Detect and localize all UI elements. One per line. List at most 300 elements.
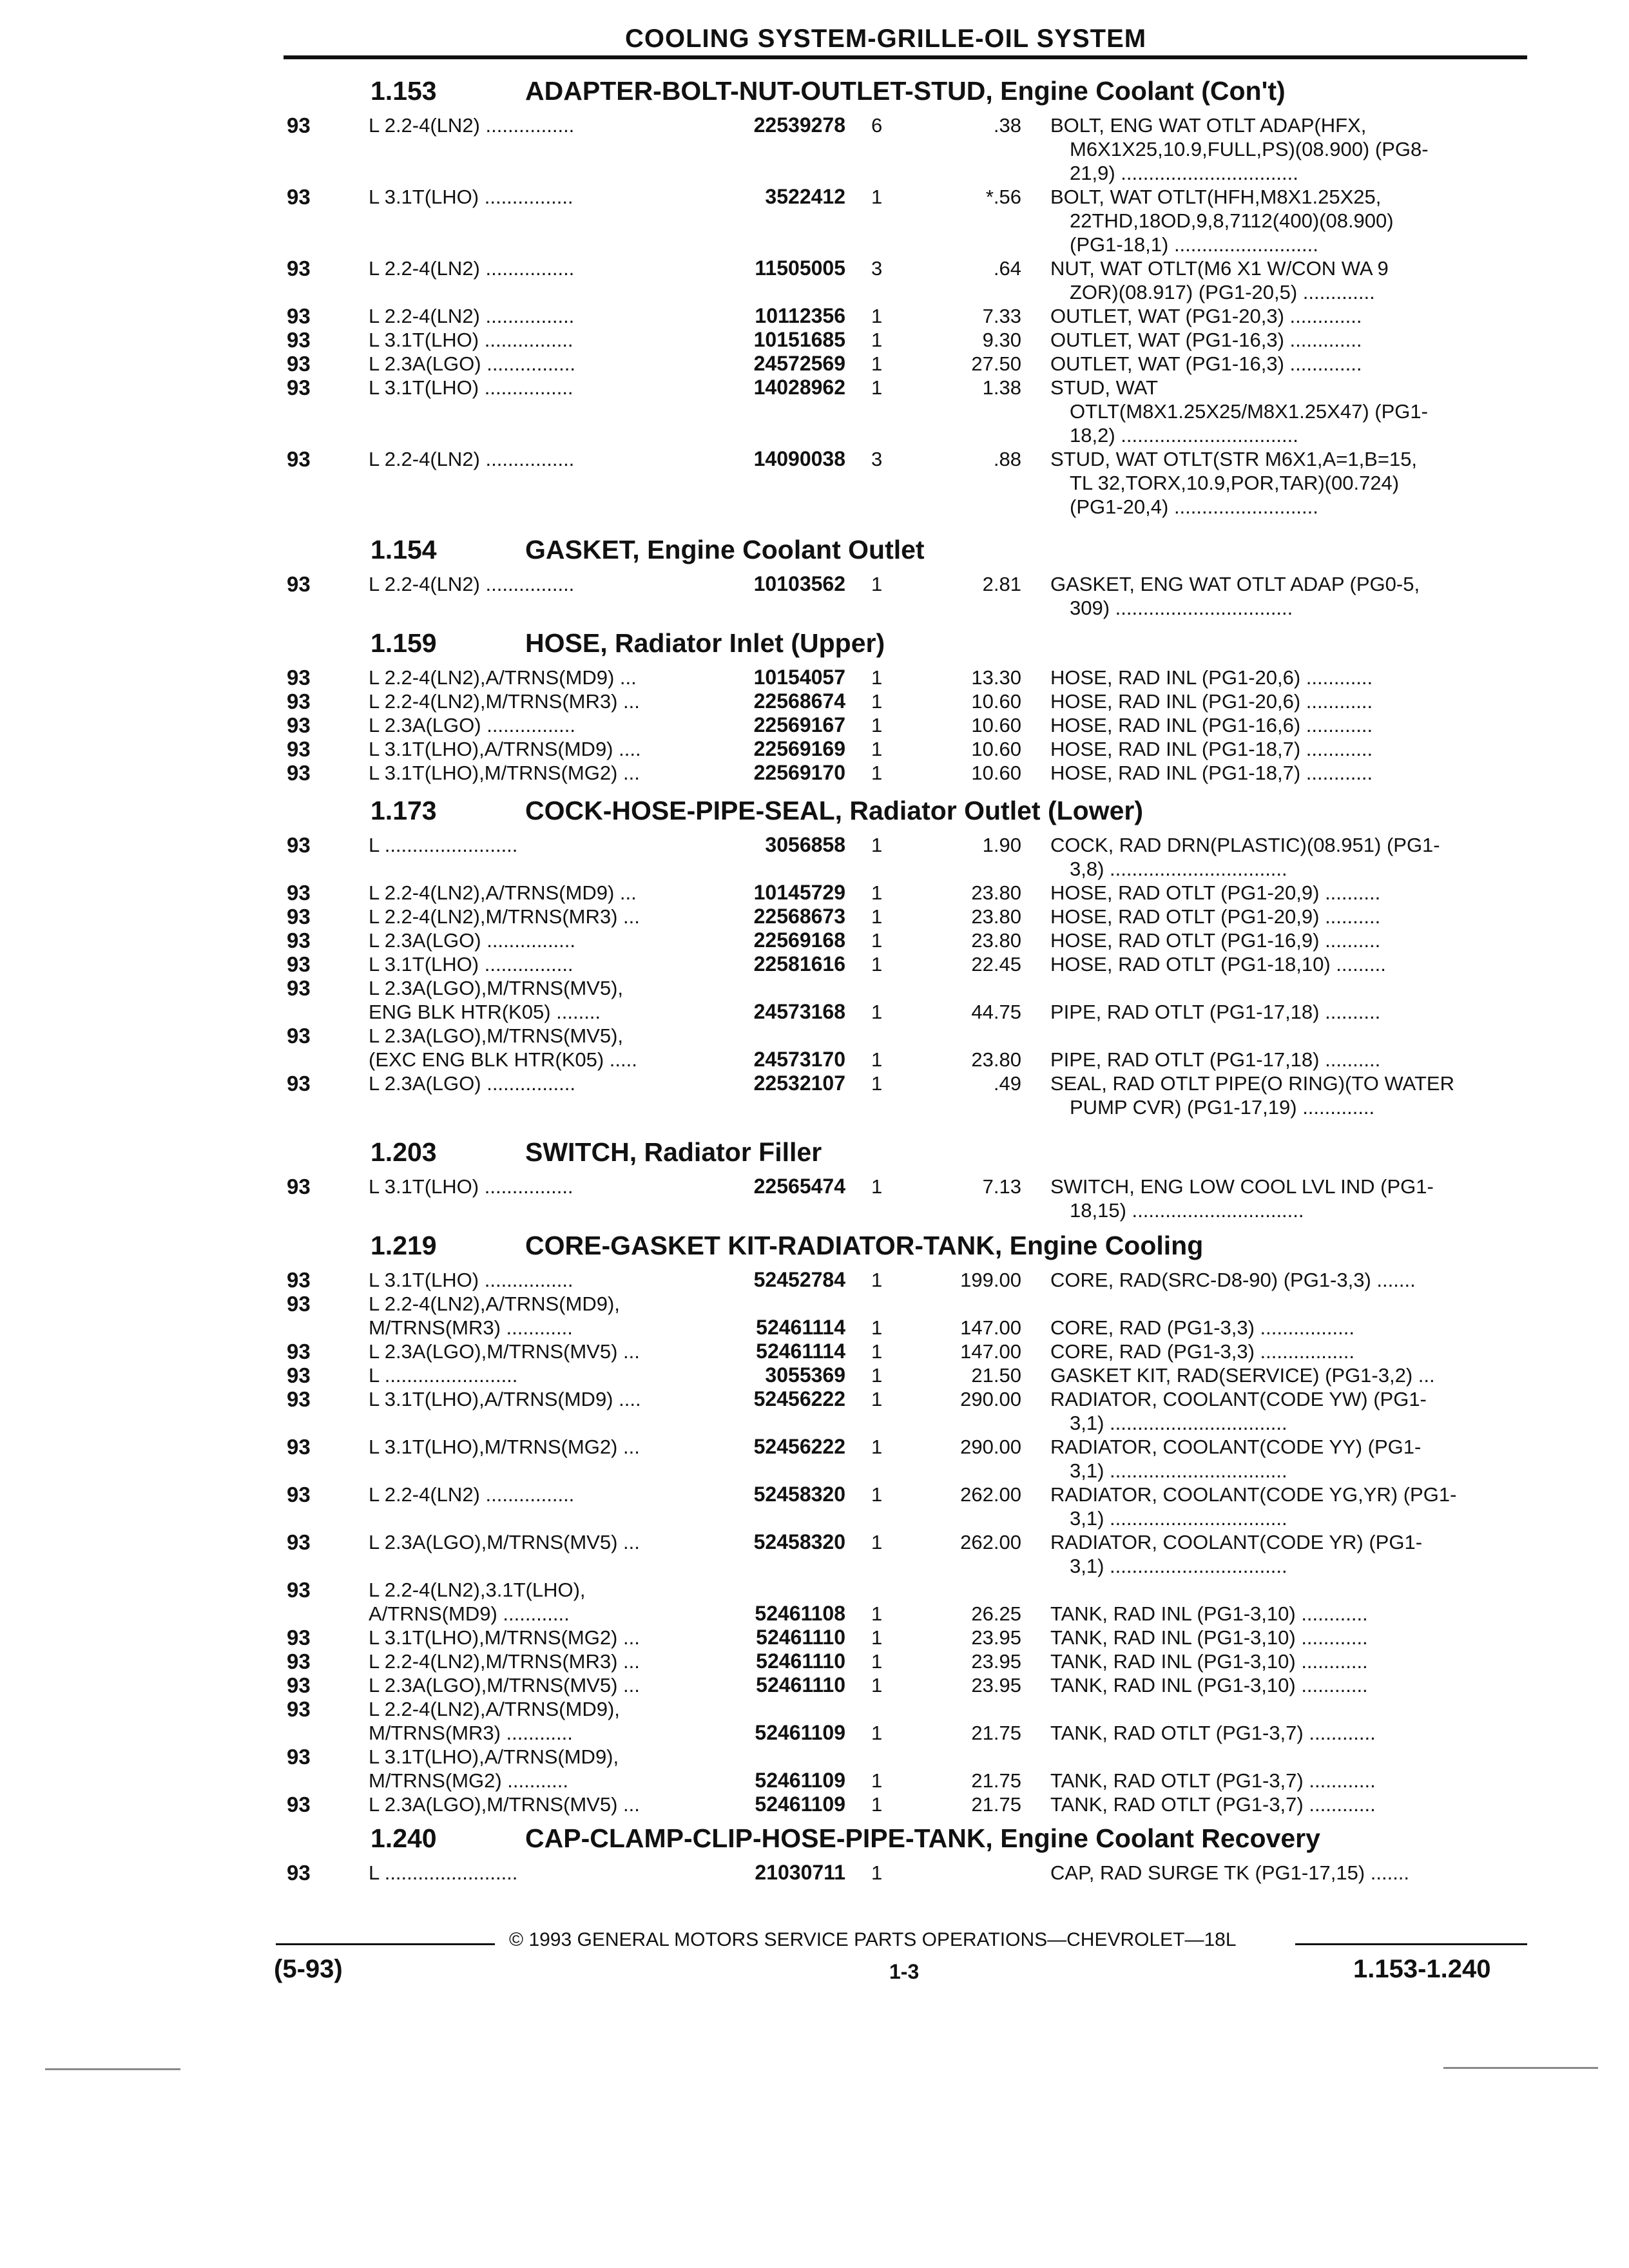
table-row bbox=[0, 113, 1629, 185]
application bbox=[369, 1697, 717, 1745]
description-line: HOSE, RAD INL (PG1-20,6) ............ bbox=[1050, 666, 1373, 689]
part-number: 22565474 bbox=[753, 1175, 845, 1198]
description-line: HOSE, RAD OTLT (PG1-20,9) .......... bbox=[1050, 881, 1381, 904]
table-row bbox=[0, 881, 1629, 905]
table-row bbox=[0, 447, 1629, 519]
description-line: OUTLET, WAT (PG1-16,3) ............. bbox=[1050, 352, 1362, 375]
application bbox=[369, 185, 717, 209]
quantity: 1 bbox=[871, 1483, 883, 1506]
description-line: TANK, RAD INL (PG1-3,10) ............ bbox=[1050, 1650, 1368, 1673]
description bbox=[1050, 1626, 1521, 1649]
application-line: L 3.1T(LHO) ................ bbox=[369, 1175, 574, 1198]
table-row bbox=[0, 1387, 1629, 1435]
quantity: 1 bbox=[871, 714, 883, 736]
quantity: 1 bbox=[871, 1769, 883, 1792]
part-number: 10154057 bbox=[753, 666, 845, 689]
table-row bbox=[0, 1697, 1629, 1745]
description-line: BOLT, ENG WAT OTLT ADAP(HFX, bbox=[1050, 114, 1367, 137]
table-row bbox=[0, 352, 1629, 376]
section-title: ADAPTER-BOLT-NUT-OUTLET-STUD, Engine Coolant (Con't) bbox=[525, 76, 1286, 106]
price: 23.80 bbox=[971, 905, 1021, 928]
quantity: 1 bbox=[871, 834, 883, 856]
application bbox=[369, 1340, 717, 1363]
application-line: L 2.3A(LGO) ................ bbox=[369, 929, 576, 952]
part-number: 3522412 bbox=[765, 185, 845, 208]
description-line: HOSE, RAD OTLT (PG1-18,10) ......... bbox=[1050, 953, 1386, 975]
quantity: 1 bbox=[871, 881, 883, 904]
application-line: L 3.1T(LHO) ................ bbox=[369, 186, 574, 208]
application bbox=[369, 256, 717, 280]
part-number: 22569167 bbox=[753, 713, 845, 736]
part-number: 52461110 bbox=[756, 1673, 845, 1696]
model-year: 93 bbox=[287, 447, 311, 471]
part-number: 10151685 bbox=[753, 328, 845, 351]
description-line: RADIATOR, COOLANT(CODE YR) (PG1- bbox=[1050, 1531, 1423, 1553]
table-row bbox=[0, 1268, 1629, 1292]
application-line: L 2.3A(LGO) ................ bbox=[369, 352, 576, 375]
description-line: TANK, RAD INL (PG1-3,10) ............ bbox=[1050, 1674, 1368, 1696]
description-line: 21,9) ................................ bbox=[1070, 162, 1298, 184]
model-year: 93 bbox=[287, 1268, 311, 1292]
application bbox=[369, 1861, 717, 1885]
model-year: 93 bbox=[287, 113, 311, 137]
table-row bbox=[0, 1861, 1629, 1885]
application-line: L 2.2-4(LN2),3.1T(LHO), bbox=[369, 1579, 586, 1601]
model-year: 93 bbox=[287, 928, 311, 952]
table-row bbox=[0, 572, 1629, 620]
application bbox=[369, 1626, 717, 1649]
description-line: TANK, RAD OTLT (PG1-3,7) ............ bbox=[1050, 1722, 1376, 1744]
section-number: 1.173 bbox=[371, 796, 437, 825]
description bbox=[1050, 1363, 1521, 1387]
description-line: TANK, RAD INL (PG1-3,10) ............ bbox=[1050, 1626, 1368, 1649]
part-number: 3056858 bbox=[765, 833, 845, 856]
footer-date: (5-93) bbox=[274, 1955, 343, 1983]
quantity: 1 bbox=[871, 376, 883, 399]
part-number: 52461109 bbox=[755, 1769, 845, 1792]
application bbox=[369, 352, 717, 376]
model-year: 93 bbox=[287, 833, 311, 857]
quantity: 1 bbox=[871, 905, 883, 928]
description bbox=[1050, 1697, 1521, 1745]
price: .88 bbox=[993, 448, 1021, 470]
model-year: 93 bbox=[287, 1483, 311, 1506]
application bbox=[369, 1649, 717, 1673]
part-number: 22569169 bbox=[753, 737, 845, 760]
price: 1.90 bbox=[982, 834, 1021, 856]
description-line: M6X1X25,10.9,FULL,PS)(08.900) (PG8- bbox=[1070, 138, 1429, 160]
part-number: 22532107 bbox=[753, 1072, 845, 1095]
price: 27.50 bbox=[971, 352, 1021, 375]
section-title: CAP-CLAMP-CLIP-HOSE-PIPE-TANK, Engine Coolant Recovery bbox=[525, 1823, 1320, 1853]
application-line: L 2.3A(LGO),M/TRNS(MV5), bbox=[369, 1024, 624, 1047]
section-heading bbox=[0, 1823, 1629, 1860]
description-line: TANK, RAD INL (PG1-3,10) ............ bbox=[1050, 1602, 1368, 1625]
application bbox=[369, 113, 717, 137]
application-line: L ........................ bbox=[369, 1364, 518, 1387]
description-line bbox=[1050, 1024, 1521, 1048]
application bbox=[369, 1673, 717, 1697]
application-line: L 2.2-4(LN2) ................ bbox=[369, 573, 575, 595]
description-line: 18,2) ................................ bbox=[1070, 424, 1298, 447]
application bbox=[369, 1387, 717, 1411]
price: 44.75 bbox=[971, 1001, 1021, 1023]
model-year: 93 bbox=[287, 376, 311, 399]
part-number: 3055369 bbox=[765, 1363, 845, 1387]
table-row bbox=[0, 666, 1629, 689]
description-line: STUD, WAT bbox=[1050, 376, 1159, 399]
description-line: TANK, RAD OTLT (PG1-3,7) ............ bbox=[1050, 1769, 1376, 1792]
application-line: M/TRNS(MR3) ............ bbox=[369, 1722, 573, 1744]
table-row bbox=[0, 689, 1629, 713]
table-row bbox=[0, 713, 1629, 737]
quantity: 1 bbox=[871, 929, 883, 952]
price: 9.30 bbox=[982, 329, 1021, 351]
table-row bbox=[0, 1024, 1629, 1072]
price: 13.30 bbox=[971, 666, 1021, 689]
description bbox=[1050, 666, 1521, 689]
price: 147.00 bbox=[960, 1316, 1021, 1339]
description bbox=[1050, 1340, 1521, 1363]
description-line: (PG1-20,4) .......................... bbox=[1070, 495, 1318, 518]
description-line: STUD, WAT OTLT(STR M6X1,A=1,B=15, bbox=[1050, 448, 1418, 470]
section-heading bbox=[0, 535, 1629, 571]
application-line: L 2.2-4(LN2) ................ bbox=[369, 1483, 575, 1506]
part-number: 52452784 bbox=[753, 1268, 845, 1291]
section-number: 1.240 bbox=[371, 1823, 437, 1853]
application-line: L 2.2-4(LN2),A/TRNS(MD9), bbox=[369, 1698, 620, 1720]
price: 7.13 bbox=[982, 1175, 1021, 1198]
model-year: 93 bbox=[287, 952, 311, 976]
description-line: RADIATOR, COOLANT(CODE YW) (PG1- bbox=[1050, 1388, 1427, 1410]
section-heading bbox=[0, 1137, 1629, 1173]
application-line: M/TRNS(MG2) ........... bbox=[369, 1769, 568, 1792]
application bbox=[369, 447, 717, 471]
price: 10.60 bbox=[971, 738, 1021, 760]
model-year: 93 bbox=[287, 352, 311, 376]
part-number: 52461110 bbox=[756, 1626, 845, 1649]
model-year: 93 bbox=[287, 737, 311, 761]
application-line: L 3.1T(LHO),M/TRNS(MG2) ... bbox=[369, 1436, 640, 1458]
part-number: 52458320 bbox=[753, 1530, 845, 1553]
description-line: OUTLET, WAT (PG1-16,3) ............. bbox=[1050, 329, 1362, 351]
price: 23.95 bbox=[971, 1674, 1021, 1696]
description bbox=[1050, 185, 1521, 256]
table-row bbox=[0, 1363, 1629, 1387]
section-heading bbox=[0, 1231, 1629, 1267]
quantity: 1 bbox=[871, 1436, 883, 1458]
application bbox=[369, 666, 717, 689]
description bbox=[1050, 1387, 1521, 1435]
description-line: CORE, RAD(SRC-D8-90) (PG1-3,3) ....... bbox=[1050, 1269, 1416, 1291]
title-rule bbox=[284, 55, 1527, 59]
footer-section-range: 1.153-1.240 bbox=[1353, 1955, 1491, 1983]
description-line: 3,1) ................................ bbox=[1070, 1507, 1287, 1530]
footer-copyright: © 1993 GENERAL MOTORS SERVICE PARTS OPERATIONS—CHEVROLET—18L bbox=[509, 1929, 1237, 1950]
description bbox=[1050, 1175, 1521, 1222]
application-line: L ........................ bbox=[369, 834, 518, 856]
description bbox=[1050, 1435, 1521, 1483]
price: 23.80 bbox=[971, 929, 1021, 952]
application-line: L 2.2-4(LN2),M/TRNS(MR3) ... bbox=[369, 1650, 640, 1673]
model-year: 93 bbox=[287, 1673, 311, 1697]
application bbox=[369, 1435, 717, 1459]
section-title: CORE-GASKET KIT-RADIATOR-TANK, Engine Cooling bbox=[525, 1231, 1204, 1260]
section-number: 1.159 bbox=[371, 628, 437, 658]
part-number: 22539278 bbox=[753, 113, 845, 137]
application bbox=[369, 713, 717, 737]
description bbox=[1050, 1745, 1521, 1792]
application-line: L 2.2-4(LN2),M/TRNS(MR3) ... bbox=[369, 905, 640, 928]
price: *.56 bbox=[985, 186, 1021, 208]
part-number: 14028962 bbox=[753, 376, 845, 399]
application-line: L 3.1T(LHO) ................ bbox=[369, 376, 574, 399]
description-line: RADIATOR, COOLANT(CODE YY) (PG1- bbox=[1050, 1436, 1422, 1458]
part-number: 52461114 bbox=[756, 1340, 845, 1363]
description bbox=[1050, 1861, 1521, 1885]
table-row bbox=[0, 976, 1629, 1024]
section-number: 1.153 bbox=[371, 76, 437, 106]
description bbox=[1050, 1268, 1521, 1292]
quantity: 1 bbox=[871, 738, 883, 760]
description-line: OTLT(M8X1.25X25/M8X1.25X47) (PG1- bbox=[1070, 400, 1428, 423]
model-year: 93 bbox=[287, 328, 311, 352]
description bbox=[1050, 761, 1521, 785]
description bbox=[1050, 1649, 1521, 1673]
description bbox=[1050, 256, 1521, 304]
application-line: L 3.1T(LHO),A/TRNS(MD9) .... bbox=[369, 1388, 641, 1410]
description bbox=[1050, 1072, 1521, 1119]
application bbox=[369, 304, 717, 328]
description bbox=[1050, 713, 1521, 737]
application bbox=[369, 1292, 717, 1340]
model-year: 93 bbox=[287, 1578, 311, 1602]
table-row bbox=[0, 952, 1629, 976]
quantity: 1 bbox=[871, 1269, 883, 1291]
application-line: L 2.2-4(LN2) ................ bbox=[369, 305, 575, 327]
application-line: L 2.3A(LGO),M/TRNS(MV5) ... bbox=[369, 1531, 640, 1553]
table-row bbox=[0, 833, 1629, 881]
quantity: 1 bbox=[871, 329, 883, 351]
table-row bbox=[0, 1072, 1629, 1119]
model-year: 93 bbox=[287, 1649, 311, 1673]
quantity: 1 bbox=[871, 1674, 883, 1696]
description-line: HOSE, RAD OTLT (PG1-20,9) .......... bbox=[1050, 905, 1381, 928]
price: 199.00 bbox=[960, 1269, 1021, 1291]
model-year: 93 bbox=[287, 1530, 311, 1554]
section-heading bbox=[0, 628, 1629, 664]
application bbox=[369, 1175, 717, 1198]
application-line: A/TRNS(MD9) ............ bbox=[369, 1602, 570, 1625]
description-line: NUT, WAT OTLT(M6 X1 W/CON WA 9 bbox=[1050, 257, 1389, 280]
part-number: 10112356 bbox=[755, 304, 845, 327]
model-year: 93 bbox=[287, 1024, 311, 1048]
application-line: L 3.1T(LHO),M/TRNS(MG2) ... bbox=[369, 1626, 640, 1649]
price: 23.80 bbox=[971, 1048, 1021, 1071]
description bbox=[1050, 447, 1521, 519]
quantity: 3 bbox=[871, 448, 883, 470]
quantity: 1 bbox=[871, 1001, 883, 1023]
part-number: 10145729 bbox=[753, 881, 845, 904]
section-title: SWITCH, Radiator Filler bbox=[525, 1137, 822, 1167]
description-line: TL 32,TORX,10.9,POR,TAR)(00.724) bbox=[1070, 472, 1400, 494]
description-line: 3,1) ................................ bbox=[1070, 1555, 1287, 1577]
description-line: PIPE, RAD OTLT (PG1-17,18) .......... bbox=[1050, 1048, 1381, 1071]
price: 10.60 bbox=[971, 714, 1021, 736]
price: .38 bbox=[993, 114, 1021, 137]
part-number: 22569168 bbox=[753, 928, 845, 952]
application bbox=[369, 1024, 717, 1072]
part-number: 24572569 bbox=[753, 352, 845, 375]
description bbox=[1050, 1792, 1521, 1816]
table-row bbox=[0, 905, 1629, 928]
quantity: 1 bbox=[871, 690, 883, 713]
application bbox=[369, 976, 717, 1024]
price: 21.75 bbox=[971, 1769, 1021, 1792]
application-line: L 3.1T(LHO) ................ bbox=[369, 1269, 574, 1291]
application bbox=[369, 1363, 717, 1387]
price: 2.81 bbox=[982, 573, 1021, 595]
model-year: 93 bbox=[287, 1435, 311, 1459]
description-line: HOSE, RAD INL (PG1-20,6) ............ bbox=[1050, 690, 1373, 713]
quantity: 1 bbox=[871, 305, 883, 327]
description-line bbox=[1050, 1292, 1521, 1316]
price: 21.50 bbox=[971, 1364, 1021, 1387]
description-line: PIPE, RAD OTLT (PG1-17,18) .......... bbox=[1050, 1001, 1381, 1023]
section-heading bbox=[0, 796, 1629, 832]
application-line: L 3.1T(LHO),A/TRNS(MD9) .... bbox=[369, 738, 641, 760]
application-line: L 2.2-4(LN2) ................ bbox=[369, 114, 575, 137]
application-line: M/TRNS(MR3) ............ bbox=[369, 1316, 573, 1339]
model-year: 93 bbox=[287, 185, 311, 209]
application bbox=[369, 1483, 717, 1506]
application-line: L 3.1T(LHO) ................ bbox=[369, 953, 574, 975]
quantity: 1 bbox=[871, 1048, 883, 1071]
table-row bbox=[0, 928, 1629, 952]
application-line: L 2.3A(LGO),M/TRNS(MV5) ... bbox=[369, 1674, 640, 1696]
quantity: 3 bbox=[871, 257, 883, 280]
description bbox=[1050, 737, 1521, 761]
model-year: 93 bbox=[287, 1175, 311, 1198]
description-line: COCK, RAD DRN(PLASTIC)(08.951) (PG1- bbox=[1050, 834, 1440, 856]
price: 262.00 bbox=[960, 1483, 1021, 1506]
application-line: L 2.2-4(LN2),A/TRNS(MD9), bbox=[369, 1293, 620, 1315]
model-year: 93 bbox=[287, 1626, 311, 1649]
table-row bbox=[0, 737, 1629, 761]
description bbox=[1050, 113, 1521, 185]
application-line: L 3.1T(LHO),A/TRNS(MD9), bbox=[369, 1745, 619, 1768]
quantity: 1 bbox=[871, 1722, 883, 1744]
application-line: L 2.3A(LGO),M/TRNS(MV5) ... bbox=[369, 1340, 640, 1363]
application bbox=[369, 761, 717, 785]
description bbox=[1050, 928, 1521, 952]
part-number: 52456222 bbox=[753, 1435, 845, 1458]
quantity: 1 bbox=[871, 762, 883, 784]
table-row bbox=[0, 1649, 1629, 1673]
part-number: 52461108 bbox=[755, 1602, 845, 1625]
part-number: 52461110 bbox=[756, 1649, 845, 1673]
model-year: 93 bbox=[287, 1363, 311, 1387]
price: 290.00 bbox=[960, 1436, 1021, 1458]
description bbox=[1050, 304, 1521, 328]
description-line: PUMP CVR) (PG1-17,19) ............. bbox=[1070, 1096, 1375, 1119]
description bbox=[1050, 328, 1521, 352]
application-line: L ........................ bbox=[369, 1861, 518, 1884]
model-year: 93 bbox=[287, 976, 311, 1000]
quantity: 1 bbox=[871, 1175, 883, 1198]
description-line: GASKET, ENG WAT OTLT ADAP (PG0-5, bbox=[1050, 573, 1420, 595]
part-number: 11505005 bbox=[755, 256, 845, 280]
table-row bbox=[0, 1435, 1629, 1483]
application bbox=[369, 1578, 717, 1626]
model-year: 93 bbox=[287, 881, 311, 905]
price: 262.00 bbox=[960, 1531, 1021, 1553]
price: 23.95 bbox=[971, 1626, 1021, 1649]
description bbox=[1050, 572, 1521, 620]
table-row bbox=[0, 1175, 1629, 1222]
application-line: (EXC ENG BLK HTR(K05) ..... bbox=[369, 1048, 637, 1071]
quantity: 1 bbox=[871, 186, 883, 208]
part-number: 21030711 bbox=[755, 1861, 845, 1884]
model-year: 93 bbox=[287, 1340, 311, 1363]
table-row bbox=[0, 1792, 1629, 1816]
description bbox=[1050, 905, 1521, 928]
description-line: SWITCH, ENG LOW COOL LVL IND (PG1- bbox=[1050, 1175, 1434, 1198]
footer-rule-left bbox=[276, 1943, 495, 1945]
part-number: 22568673 bbox=[753, 905, 845, 928]
description bbox=[1050, 1292, 1521, 1340]
application-line: L 2.3A(LGO),M/TRNS(MV5), bbox=[369, 977, 624, 999]
price: 21.75 bbox=[971, 1722, 1021, 1744]
description bbox=[1050, 833, 1521, 881]
quantity: 1 bbox=[871, 666, 883, 689]
application-line: L 2.3A(LGO) ................ bbox=[369, 714, 576, 736]
description bbox=[1050, 352, 1521, 376]
quantity: 1 bbox=[871, 573, 883, 595]
description-line: BOLT, WAT OTLT(HFH,M8X1.25X25, bbox=[1050, 186, 1382, 208]
application-line: L 2.2-4(LN2),A/TRNS(MD9) ... bbox=[369, 666, 637, 689]
application bbox=[369, 928, 717, 952]
model-year: 93 bbox=[287, 1292, 311, 1316]
section-number: 1.154 bbox=[371, 535, 437, 564]
quantity: 1 bbox=[871, 1072, 883, 1095]
part-number: 52461109 bbox=[755, 1721, 845, 1744]
description-line: ZOR)(08.917) (PG1-20,5) ............. bbox=[1070, 281, 1375, 303]
part-number: 52461114 bbox=[756, 1316, 845, 1339]
page-title: COOLING SYSTEM-GRILLE-OIL SYSTEM bbox=[625, 24, 1147, 53]
description-line bbox=[1050, 1745, 1521, 1769]
description-line: SEAL, RAD OTLT PIPE(O RING)(TO WATER bbox=[1050, 1072, 1454, 1095]
application bbox=[369, 881, 717, 905]
price: 10.60 bbox=[971, 690, 1021, 713]
part-number: 24573168 bbox=[753, 1000, 845, 1023]
application bbox=[369, 689, 717, 713]
section-title: COCK-HOSE-PIPE-SEAL, Radiator Outlet (Lower) bbox=[525, 796, 1143, 825]
quantity: 1 bbox=[871, 1340, 883, 1363]
description bbox=[1050, 1024, 1521, 1072]
quantity: 6 bbox=[871, 114, 883, 137]
application bbox=[369, 328, 717, 352]
table-row bbox=[0, 1340, 1629, 1363]
quantity: 1 bbox=[871, 1602, 883, 1625]
model-year: 93 bbox=[287, 905, 311, 928]
model-year: 93 bbox=[287, 666, 311, 689]
part-number: 14090038 bbox=[753, 447, 845, 470]
application bbox=[369, 905, 717, 928]
price: 290.00 bbox=[960, 1388, 1021, 1410]
application-line: L 2.3A(LGO),M/TRNS(MV5) ... bbox=[369, 1793, 640, 1816]
description-line bbox=[1050, 976, 1521, 1000]
